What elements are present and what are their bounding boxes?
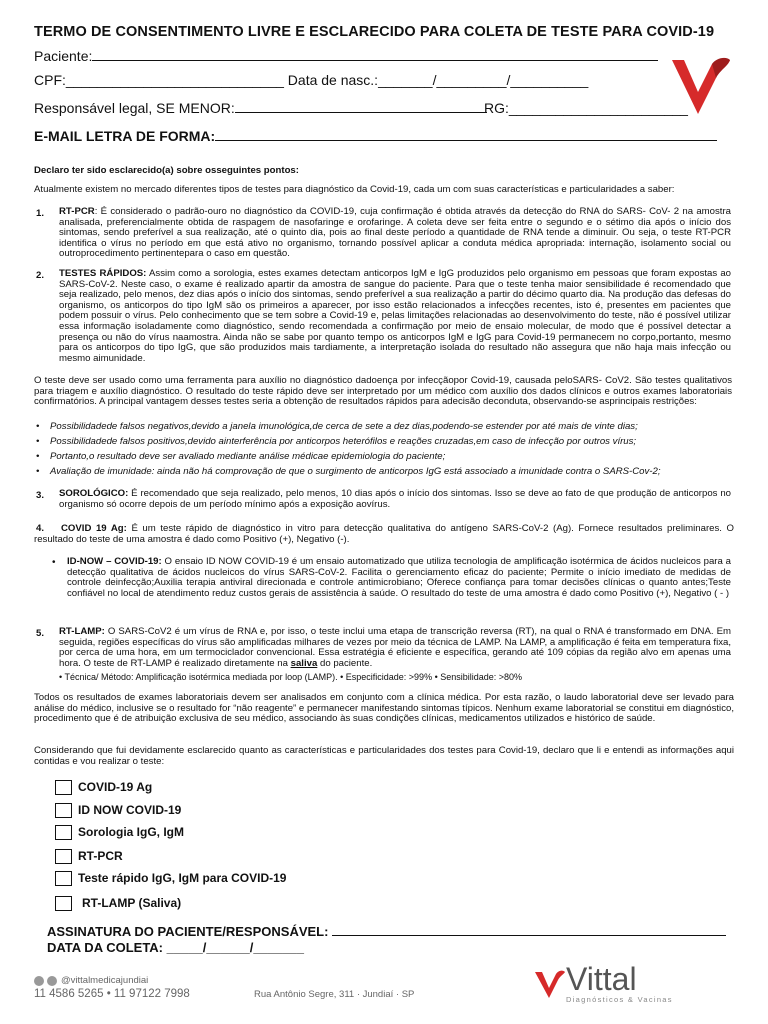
- vittal-brand-name: Vittal: [566, 961, 637, 997]
- footer-phones: 11 4586 5265 • 11 97122 7998: [34, 988, 190, 1000]
- signature-line: [332, 935, 726, 936]
- guardian-field[interactable]: Responsável legal, SE MENOR:: [34, 100, 487, 116]
- cpf-birthdate-field[interactable]: CPF:____________________________ Data de nasc.:_______/_________/__________: [34, 72, 589, 88]
- rapid-tests-paragraph: TESTES RÁPIDOS: Assim como a sorologia, estes exames detectam anticorpos IgM e IgG produzidos pelo organismo em pessoas que foram expostas ao SARS-CoV-2. Neste caso, o exame é realizado apartir da amostra de sangue do paciente. Para que o teste tenha maior sensibilidade é recomendado que seja realizado, pelo menos, dez dias após o início dos sintomas, sendo preferível a sua realização a partir do décimo quarto dia. Na produção das defesas do organismo, os anticorpos do tipo IgM são os primeiros a aparecer, por isso estão relacionados a infecções recentes, isto é, presentes em pacientes que podem possuir o vírus. Pelo conhecimento que se tem sobre a Covid-19 e, pelas limitações relacionadas ao desenvolvimento do teste, não é possível utilizar essa informação isoladamente como diagnóstico, sendo recomendada a confirmação por meio de ensaio molecular, de modo que é possível detectar a presença ou não do vírus naamostra. Ainda não se sabe por quanto tempo os anticorpos IgM e IgG para Covid-19 permanecem no corpo,portanto, mesmo para os anticorpos do tipo IgG, que são produzidos mais tardiamente, a interpretação isolada do resultado não assegura que não haja mais infecção ou mesmo aimunidade.: [59, 268, 732, 364]
- rtlamp-paragraph: RT-LAMP: O SARS-CoV2 é um vírus de RNA e, por isso, o teste inclui uma etapa de transcrição reversa (RT), na qual o RNA é transformado em DNA. Em seguida, regiões específicas do vírus são amplificadas milhares de vezes por meio da técnica de LAMP. Na LAMP, a amplificação é feita em temperatura fixa, por cerca de uma hora, em um termociclador convencional. Essa estratégia é eficiente e específica, gerando até 109 cópias da região alvo em apenas uma hora. O teste de RT-LAMP é realizado diretamente na saliva do paciente.: [59, 626, 731, 669]
- idnow-paragraph: ID-NOW – COVID-19: O ensaio ID NOW COVID-19 é um ensaio automatizado que utiliza tecnologia de amplificação isotérmica de ácidos nucleicos para a detecção qualitativa de ácidos nucleicos do vírus SARS-CoV-2. Facilita o gerenciamento eficaz do paciente; Permite o início imediato de medidas de controle deinfecção;Auxilia terapia antiviral direcionada e controle antimicrobiano; Oferece confiança para tomar decisões clínicas o quanto antes;Teste confiável no local de atendimento reduz custos gerais de assistência à saúde. O resultado do teste de uma amostra é dado como Positivo (+), Negativo ( - ): [67, 556, 731, 599]
- option-rtlamp[interactable]: RT-LAMP (Saliva): [55, 893, 181, 913]
- item-number: 5.: [36, 628, 45, 639]
- bullet-dot: •: [52, 557, 56, 568]
- rtpcr-paragraph: RT-PCR: É considerado o padrão-ouro no diagnóstico da COVID-19, cuja confirmação é obtida através da detecção do RNA do SARS- CoV- 2 na amostra analisada, preferencialmente obtida de raspagem de nasofaringe e orofaringe. A coleta deve ser feita entre o segundo e o sétimo dia após o início dos sintomas, sendo preferível a sua realização, até o quinto dia, pois ao final deste período a quantidade de RNA tende a diminuir. Ou seja, o teste RT-PCR identifica o vírus no período em que está ativo no organismo, tornando possível aplicar a conduta médica apropriada: internação, isolamento social ou outroprocedimento pertinentepara o caso em questão.: [59, 206, 731, 260]
- antigen-paragraph: 4. COVID 19 Ag: É um teste rápido de diagnóstico in vitro para detecção qualitativa do antígeno SARS-CoV-2 (Ag). Fornece resultados preliminares. O resultado do teste de uma amostra é dado como Positivo (+), Negativo (-).: [34, 523, 734, 545]
- guardian-line: [235, 112, 487, 113]
- restriction-bullet: • Possibilidadede falsos positivos,devido ainterferência por anticorpos heterófilos e reações cruzadas,em caso de infecção por outros vírus;: [36, 436, 637, 447]
- facebook-icon: [47, 976, 57, 986]
- vittal-tagline: Diagnósticos & Vacinas: [566, 995, 673, 1004]
- option-serology[interactable]: Sorologia IgG, IgM: [55, 822, 184, 842]
- intro-text: Atualmente existem no mercado diferentes tipos de testes para diagnóstico da Covid-19, cada um com suas características e particularidades a saber:: [34, 184, 675, 195]
- item-number: 3.: [36, 490, 45, 501]
- restriction-bullet: • Portanto,o resultado deve ser avaliado mediante análise médicae epidemiologia do paciente;: [36, 451, 446, 462]
- rtlamp-specs: • Técnica/ Método: Amplificação isotérmica mediada por loop (LAMP). • Especificidade: >99% • Sensibilidade: >80%: [59, 672, 523, 682]
- signature-field[interactable]: ASSINATURA DO PACIENTE/RESPONSÁVEL:: [47, 924, 726, 939]
- closing-paragraph: Todos os resultados de exames laboratoriais devem ser analisados em conjunto com a clínica médica. Por esta razão, o laudo laboratorial deve ser levado para análise do médico, inclusive se o resultado for “não reagente” e permanecer manifestando sintomas típicos. Nenhum exame laboratorial se constitui em diagnóstico, procedimento que é de atribuição exclusiva de seu médico, associando às suas condições clínicas, medicamentos utilizados e histórico de saúde.: [34, 692, 734, 725]
- checkbox[interactable]: [55, 825, 72, 840]
- patient-line: [92, 60, 658, 61]
- checkbox[interactable]: [55, 803, 72, 818]
- item-number: 2.: [36, 270, 45, 281]
- checkbox[interactable]: [55, 871, 72, 886]
- email-line: [215, 140, 717, 141]
- footer-address: Rua Antônio Segre, 311 · Jundiaí · SP: [254, 989, 415, 1000]
- collection-date-field[interactable]: DATA DA COLETA: _____/______/_______: [47, 940, 304, 955]
- checkbox[interactable]: [55, 849, 72, 864]
- instagram-icon: [34, 976, 44, 986]
- checkbox[interactable]: [55, 896, 72, 911]
- email-field[interactable]: E-MAIL LETRA DE FORMA:: [34, 128, 717, 144]
- restriction-bullet: • Possibilidadede falsos negativos,devido a janela imunológica,de cerca de sete a dez dias,podendo-se estender por até mais de vinte dias;: [36, 421, 638, 432]
- footer-social: @vittalmedicajundiai: [34, 975, 148, 986]
- consent-paragraph: Considerando que fui devidamente esclarecido quanto as características e particularidades dos testes para Covid-19, declaro que li e entendi as informações aqui contidas e vou realizar o teste:: [34, 745, 734, 767]
- rg-field[interactable]: RG:_______________________: [484, 100, 688, 116]
- option-rtpcr[interactable]: RT-PCR: [55, 846, 123, 866]
- patient-field[interactable]: Paciente:: [34, 48, 658, 64]
- restriction-bullet: • Avaliação de imunidade: ainda não há comprovação de que o surgimento de anticorpos IgG está associado a imunidade contra o SARS-Cov-2;: [36, 466, 661, 477]
- option-rapid-test[interactable]: Teste rápido IgG, IgM para COVID-19: [55, 868, 286, 888]
- option-covid19-ag[interactable]: COVID-19 Ag: [55, 777, 152, 797]
- item-number: 1.: [36, 208, 45, 219]
- vittal-footer-logo-mark: [533, 970, 567, 1000]
- serology-paragraph: SOROLÓGICO: É recomendado que seja realizado, pelo menos, 10 dias após o início dos sintomas. Isso se deve ao fato de que produção de anticorpos no organismo só ocorre depois de um período mínimo após a exposição aovírus.: [59, 488, 731, 510]
- option-idnow[interactable]: ID NOW COVID-19: [55, 800, 181, 820]
- intro-heading: Declaro ter sido esclarecido(a) sobre osseguintes pontos:: [34, 165, 299, 176]
- tool-paragraph: O teste deve ser usado como uma ferramenta para auxílio no diagnóstico dadoença por infecçãopor Covid-19, causada peloSARS- CoV2. São testes qualitativos para triagem e auxílio diagnóstico. O resultado do teste rápido deve ser interpretado por um médico com auxílio dos dados clínicos e outros exames laboratoriais confirmatórios. A principal vantagem desses testes seria a obtenção de resultados rápidos para adecisão deconduta, observando-se asprincipais restrições:: [34, 375, 732, 408]
- checkbox[interactable]: [55, 780, 72, 795]
- document-title: TERMO DE CONSENTIMENTO LIVRE E ESCLARECIDO PARA COLETA DE TESTE PARA COVID-19: [34, 24, 715, 40]
